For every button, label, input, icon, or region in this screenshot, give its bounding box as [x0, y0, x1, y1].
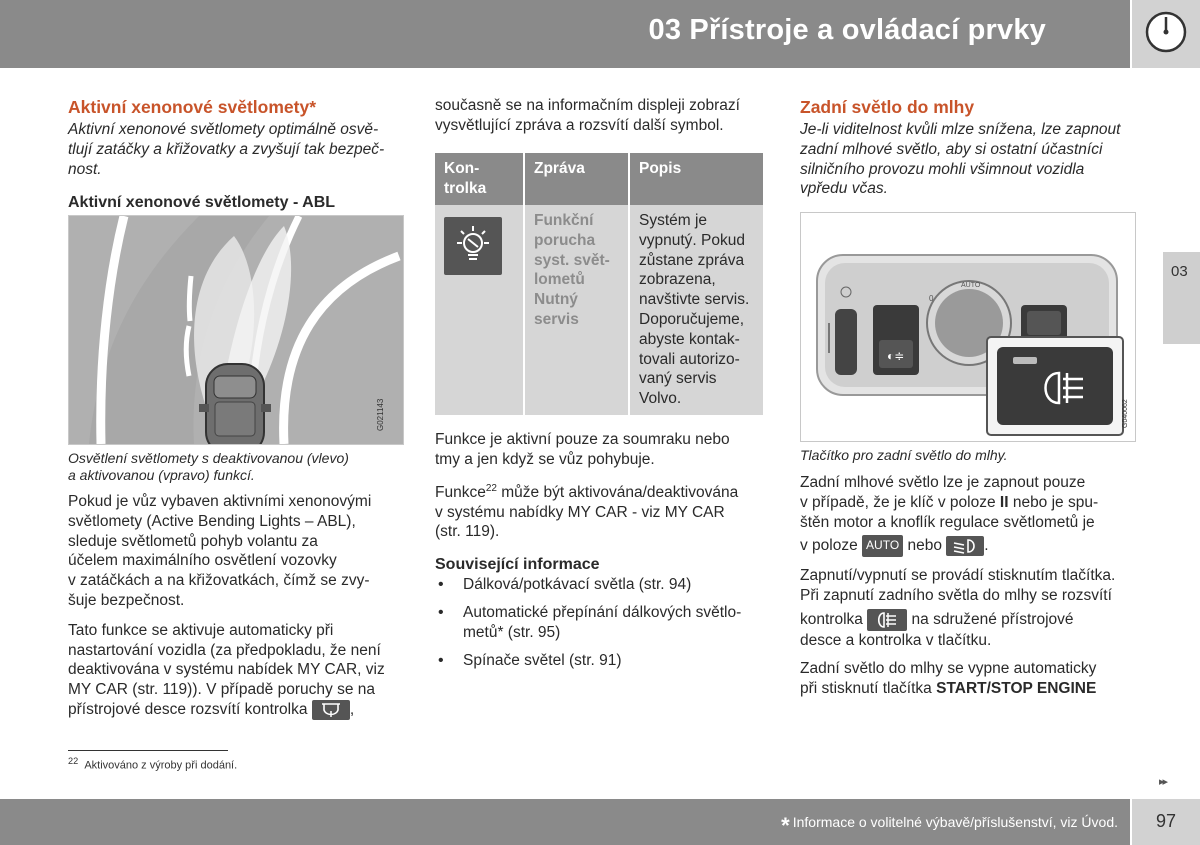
table-cell-message: Funkční porucha syst. svět- lometů Nutný servis — [524, 205, 629, 415]
abl-warning-icon — [444, 217, 502, 275]
abl-figure — [68, 215, 404, 445]
svg-text:0: 0 — [929, 294, 934, 303]
related-link[interactable]: • Automatické přepínání dálkových světlo- metů* (str. 95) — [435, 603, 770, 643]
next-page-arrow-icon[interactable]: ▸▸ — [1159, 776, 1167, 788]
rear-fog-light-icon — [867, 609, 907, 631]
column-right-body — [800, 447, 1145, 699]
figure-code: G040062 — [1122, 399, 1129, 428]
chapter-tab-label: 03 — [1171, 263, 1188, 280]
abl-heading: Aktivní xenonové světlomety* — [68, 97, 316, 117]
column-middle — [435, 96, 770, 136]
abl-paragraph-1: Pokud je vůz vybaven aktivními xenonovými světlomety (Active Bending Lights – ABL), sleduje světlometů pohyb volantu za účelem maximálního osvětlení vozovky v zatáčkách a na křižovatkách, čímž se zvy- šuje bezpečnost. — [68, 493, 372, 609]
car-icon — [199, 364, 271, 444]
related-heading: Související informace — [435, 556, 600, 574]
column-left — [68, 96, 408, 213]
speedometer-icon — [1132, 0, 1200, 68]
page-number: 97 — [1155, 811, 1177, 831]
warning-table — [435, 153, 765, 415]
chapter-icon-box — [1132, 0, 1200, 68]
footnote-ref: 22 — [485, 482, 497, 494]
table-intro: současně se na informačním displeji zobrazí vysvětlující zpráva a rozsvítí další symbol. — [435, 97, 740, 134]
fog-paragraph-3: Zadní světlo do mlhy se vypne automaticky při stisknutí tlačítka START/STOP ENGINE — [800, 660, 1097, 698]
page-header — [0, 0, 1130, 68]
column-middle-body — [435, 430, 770, 670]
fog-intro: Je-li viditelnost kvůli mlze snížena, lze zapnout zadní mlhové světlo, aby si ostatní účastníci silničního provozu mohli všimnout vozidla vpředu včas. — [800, 121, 1121, 198]
table-cell-description: Systém je vypnutý. Pokud zůstane zpráva zobrazena, navštivte servis. Doporučujeme, abyste kontak- tovali autorizo- vaný servis Volvo. — [629, 205, 764, 415]
svg-text:AUTO: AUTO — [961, 282, 981, 289]
fog-caption: Tlačítko pro zadní světlo do mlhy. — [800, 447, 1008, 463]
table-cell-icon — [435, 205, 524, 415]
svg-text:◐≑: ◐≑ — [887, 349, 905, 363]
abl-illustration — [69, 216, 403, 444]
page-footer — [0, 799, 1130, 845]
table-header-popis: Popis — [629, 153, 764, 205]
related-link[interactable]: • Dálková/potkávací světla (str. 94) — [435, 575, 770, 595]
fog-light-figure — [800, 212, 1136, 442]
footnote-rule — [68, 750, 228, 751]
table-row — [435, 205, 764, 415]
page-number-box — [1132, 799, 1200, 845]
table-header-kontrolka: Kon- trolka — [435, 153, 524, 205]
fog-heading: Zadní světlo do mlhy — [800, 97, 975, 117]
related-link[interactable]: • Spínače světel (str. 91) — [435, 651, 770, 671]
chapter-title: 03 Přístroje a ovládací prvky — [648, 14, 1046, 46]
abl-subheading: Aktivní xenonové světlomety - ABL — [68, 194, 336, 212]
fog-paragraph-1: Zadní mlhové světlo lze je zapnout pouze v případě, že je klíč v poloze II nebo je spu- štěn motor a knoflík regulace světlometů je v poloze AUTO nebo . — [800, 473, 1145, 557]
figure-code: G021143 — [376, 398, 385, 431]
chapter-tab[interactable] — [1163, 252, 1200, 344]
table-header-zprava: Zpráva — [524, 153, 629, 205]
activation-paragraph: Funkce je aktivní pouze za soumraku nebo tmy a jen když se vůz pohybuje. — [435, 431, 730, 468]
fog-paragraph-2: Zapnutí/vypnutí se provádí stisknutím tlačítka. Při zapnutí zadního světla do mlhy se rozsvítí kontrolka na sdružené přístrojové desce a kontrolka v tlačítku. — [800, 567, 1116, 649]
low-beam-icon — [946, 536, 984, 556]
menu-paragraph: Funkce$^{22}$ může být aktivována/deaktivována v systému nabídky MY CAR - viz MY CAR (str. 119). — [435, 482, 739, 541]
abl-intro: Aktivní xenonové světlomety optimálně osvě- tlují zatáčky a křižovatky a zvyšují tak bezpeč- nost. — [68, 121, 385, 178]
column-right — [800, 96, 1140, 199]
related-list — [435, 575, 770, 670]
column-left-body — [68, 450, 408, 720]
abl-warning-icon — [312, 700, 350, 720]
light-switch-panel-illustration — [801, 213, 1135, 441]
abl-paragraph-2: Tato funkce se aktivuje automaticky při nastartování vozidla (za předpokladu, že není deaktivována v systému nabídek MY CAR, viz MY CAR (str. 119)). V případě poruchy se na přístrojové desce rozsvítí kontrolka , — [68, 621, 385, 719]
abl-caption: Osvětlení světlomety s deaktivovanou (vlevo) a aktivovanou (vpravo) funkcí. — [68, 450, 349, 483]
auto-symbol: AUTO — [862, 535, 903, 557]
footnote: $^{22}$ Aktivováno z výroby při dodání. — [68, 756, 238, 772]
footer-note: * Informace o volitelné výbavě/příslušenství, viz Úvod. — [781, 813, 1118, 838]
